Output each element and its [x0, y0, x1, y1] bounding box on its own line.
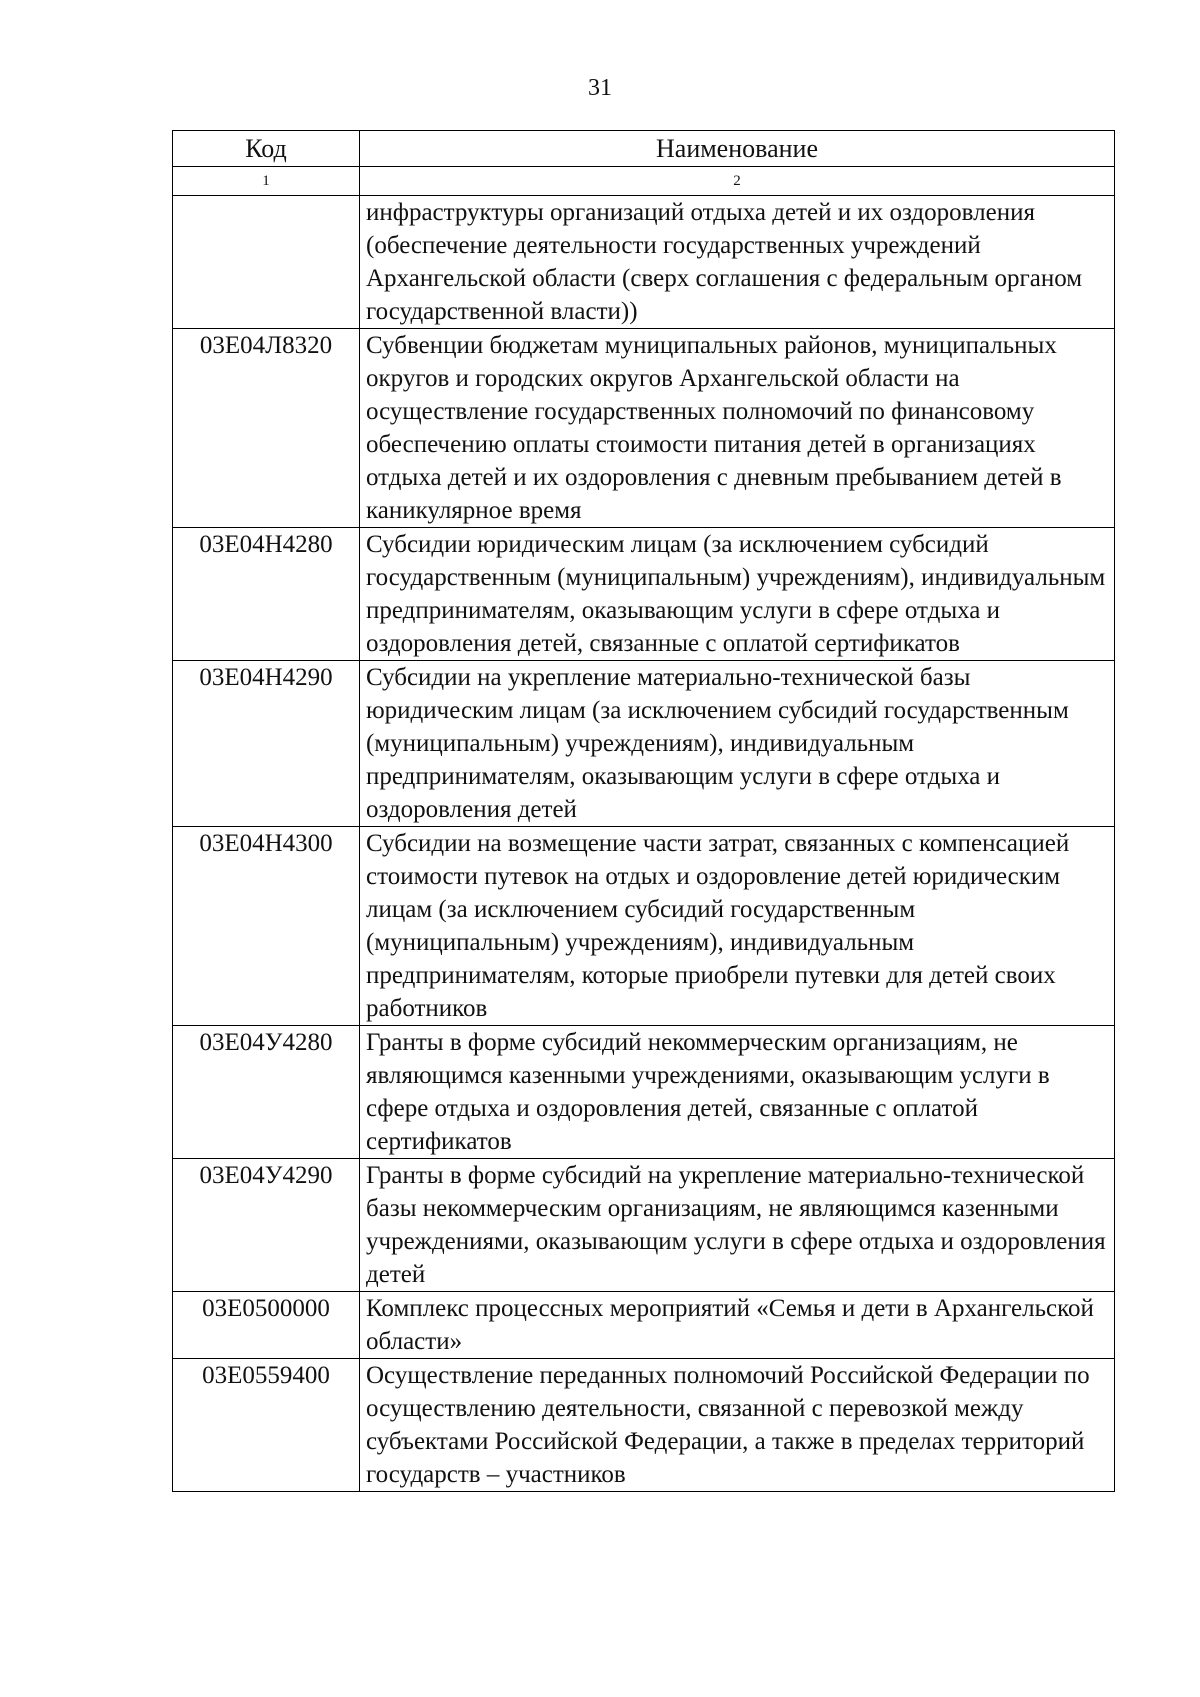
table-row — [173, 329, 1115, 528]
table-row — [173, 1026, 1115, 1159]
row-name: инфраструктуры организаций отдыха детей и их оздоровления (обеспечение деятельности государственных учреждений Архангельской области (сверх соглашения с федеральным органом государственной власти)) — [360, 196, 1115, 329]
row-name: Субсидии юридическим лицам (за исключением субсидий государственным (муниципальным) учреждениям), индивидуальным предпринимателям, оказывающим услуги в сфере отдыха и оздоровления детей, связанные с оплатой сертификатов — [360, 528, 1115, 661]
table-row — [173, 196, 1115, 329]
table-header-row — [173, 131, 1115, 167]
table-row — [173, 1159, 1115, 1292]
row-name: Субсидии на укрепление материально-технической базы юридическим лицам (за исключением субсидий государственным (муниципальным) учреждениям), индивидуальным предпринимателям, оказывающим услуги в сфере отдыха и оздоровления детей — [360, 661, 1115, 827]
row-name: Гранты в форме субсидий некоммерческим организациям, не являющимся казенными учреждениями, оказывающим услуги в сфере отдыха и оздоровления детей, связанные с оплатой сертификатов — [360, 1026, 1115, 1159]
row-name: Осуществление переданных полномочий Российской Федерации по осуществлению деятельности, связанной с перевозкой между субъектами Российской Федерации, а также в пределах территорий государств – участников — [360, 1359, 1115, 1492]
column-number-row — [173, 167, 1115, 196]
row-code: 03Е04Н4290 — [173, 661, 360, 827]
row-name: Комплекс процессных мероприятий «Семья и дети в Архангельской области» — [360, 1292, 1115, 1359]
row-code: 03Е04Н4300 — [173, 827, 360, 1026]
page-number: 31 — [588, 75, 612, 101]
table-row — [173, 661, 1115, 827]
row-code: 03Е04Н4280 — [173, 528, 360, 661]
header-name: Наименование — [360, 131, 1115, 167]
row-code: 03Е0500000 — [173, 1292, 360, 1359]
row-name: Субвенции бюджетам муниципальных районов, муниципальных округов и городских округов Архангельской области на осуществление государственных полномочий по финансовому обеспечению оплаты стоимости питания детей в организациях отдыха детей и их оздоровления с дневным пребыванием детей в каникулярное время — [360, 329, 1115, 528]
table-row — [173, 1359, 1115, 1492]
row-code: 03Е0559400 — [173, 1359, 360, 1492]
header-code: Код — [173, 131, 360, 167]
table-row — [173, 1292, 1115, 1359]
budget-code-table — [172, 130, 1115, 1492]
row-code — [173, 196, 360, 329]
column-number-2: 2 — [360, 167, 1115, 196]
row-code: 03Е04У4280 — [173, 1026, 360, 1159]
row-name: Гранты в форме субсидий на укрепление материально-технической базы некоммерческим организациям, не являющимся казенными учреждениями, оказывающим услуги в сфере отдыха и оздоровления детей — [360, 1159, 1115, 1292]
table-row — [173, 827, 1115, 1026]
column-number-1: 1 — [173, 167, 360, 196]
row-name: Субсидии на возмещение части затрат, связанных с компенсацией стоимости путевок на отдых и оздоровление детей юридическим лицам (за исключением субсидий государственным (муниципальным) учреждениям), индивидуальным предпринимателям, которые приобрели путевки для детей своих работников — [360, 827, 1115, 1026]
row-code: 03Е04У4290 — [173, 1159, 360, 1292]
row-code: 03Е04Л8320 — [173, 329, 360, 528]
table-row — [173, 528, 1115, 661]
